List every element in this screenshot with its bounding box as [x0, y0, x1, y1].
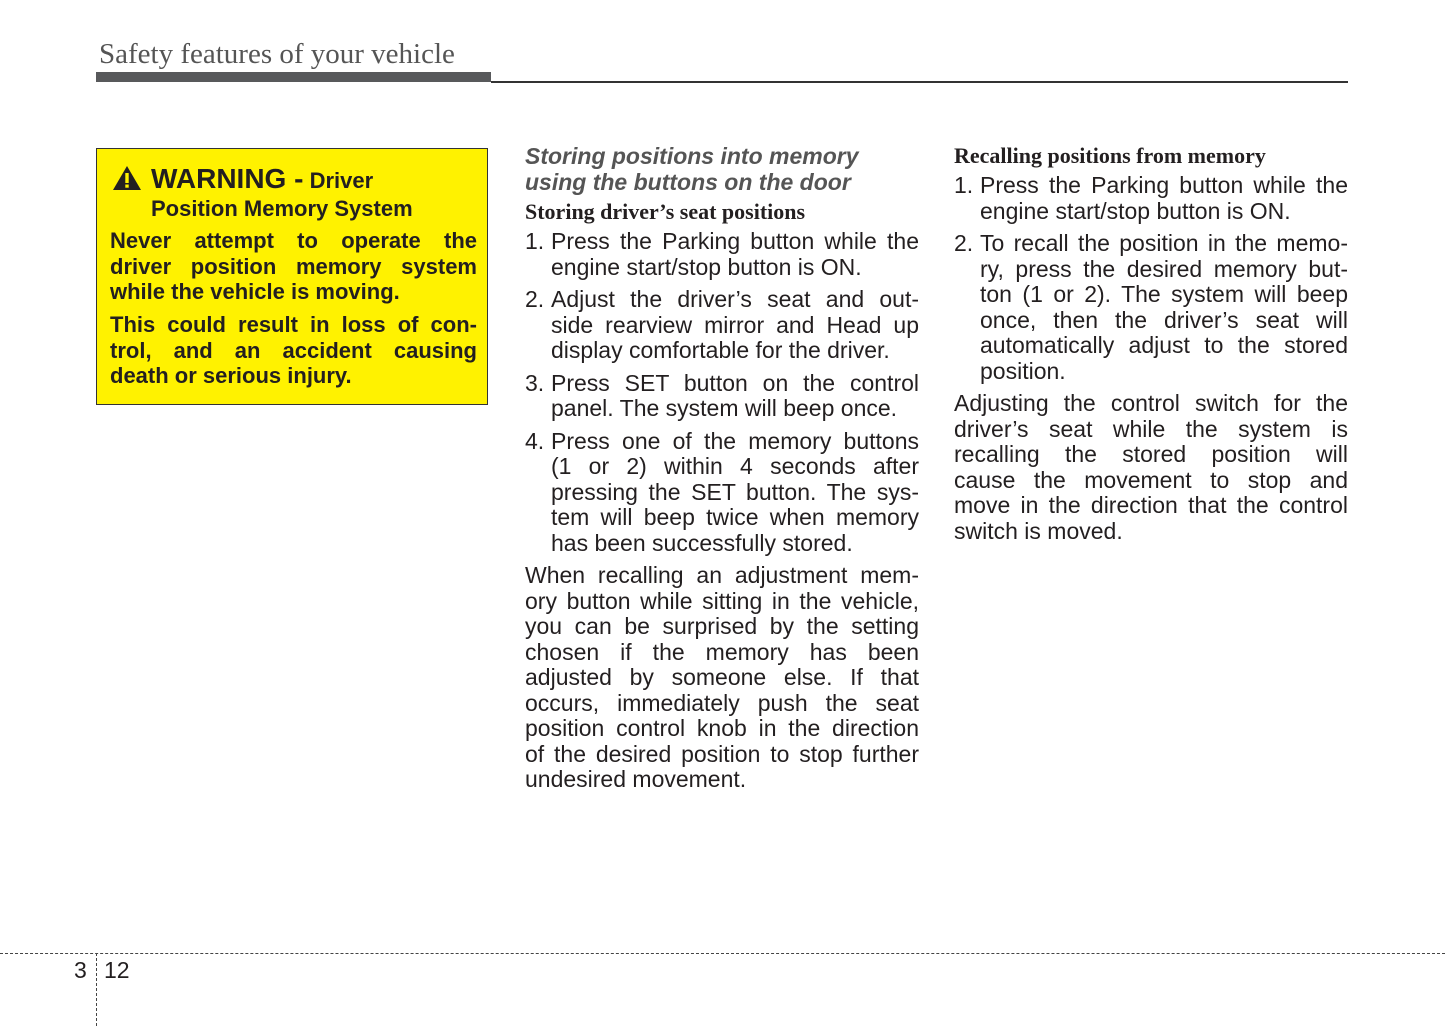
text-line: display comfortable for the driver.: [551, 337, 890, 363]
text-line: position.: [980, 357, 1066, 384]
list-item: [525, 229, 919, 280]
subtitle-line: using the buttons on the door: [525, 168, 851, 195]
warning-title-line2: Position Memory System: [151, 196, 413, 221]
column-storing: [525, 143, 919, 800]
text-line: death or serious injury.: [110, 363, 352, 388]
text-line: (1 or 2) within 4 seconds after: [551, 453, 919, 479]
text-line: Press SET button on the control: [551, 369, 919, 396]
text-line: Adjusting the control switch for the: [954, 390, 1348, 416]
text-line: ton (1 or 2). The system will beep: [980, 281, 1348, 307]
section-heading: Storing driver’s seat positions: [525, 199, 806, 224]
list-number: 1.: [525, 228, 545, 254]
list-item: [954, 173, 1348, 224]
list-number: 4.: [525, 427, 545, 454]
paragraph: [954, 391, 1348, 544]
list-number: 2.: [525, 286, 545, 312]
text-line: engine start/stop button is ON.: [551, 253, 862, 280]
list-number: 3.: [525, 369, 545, 396]
text-line: When recalling an adjustment mem-: [525, 562, 919, 588]
text-line: you can be surprised by the setting: [525, 613, 919, 639]
text-line: adjusted by someone else. If that: [525, 664, 919, 690]
text-line: recalling the stored position will: [954, 441, 1348, 467]
text-line: Press the Parking button while the: [980, 172, 1348, 198]
warning-paragraph: [110, 228, 477, 305]
section-heading: Recalling positions from memory: [954, 143, 1266, 168]
text-line: Press one of the memory buttons: [551, 427, 919, 454]
warning-paragraph: [110, 312, 477, 389]
text-line: once, then the driver’s seat will: [980, 306, 1348, 333]
list-item: [525, 371, 919, 422]
header-bar: [96, 72, 491, 82]
text-line: driver’s seat while the system is: [954, 415, 1348, 442]
warning-triangle-icon: [112, 165, 142, 191]
text-line: trol, and an accident causing: [110, 337, 477, 363]
text-line: cause the movement to stop and: [954, 466, 1348, 493]
list-item: [525, 429, 919, 557]
header-rule: [491, 81, 1348, 83]
text-line: automatically adjust to the stored: [980, 332, 1348, 358]
warning-title: [151, 165, 413, 223]
chapter-number: 3: [74, 957, 87, 983]
text-line: move in the direction that the control: [954, 492, 1348, 518]
text-line: Never attempt to operate the: [110, 228, 477, 253]
text-line: panel. The system will beep once.: [551, 395, 898, 421]
text-line: undesired movement.: [525, 766, 747, 792]
list-item: [525, 287, 919, 364]
text-line: ry, press the desired memory but-: [980, 255, 1348, 282]
text-line: switch is moved.: [954, 517, 1123, 544]
subtitle: [525, 143, 919, 194]
text-line: Press the Parking button while the: [551, 228, 919, 254]
warning-box: [96, 148, 488, 405]
warning-label: WARNING -: [151, 163, 304, 194]
text-line: chosen if the memory has been: [525, 638, 919, 665]
text-line: driver position memory system: [110, 253, 477, 279]
list-number: 1.: [954, 172, 974, 198]
column-recalling: [954, 143, 1348, 551]
text-line: pressing the SET button. The sys-: [551, 478, 919, 505]
text-line: of the desired position to stop further: [525, 740, 919, 767]
text-line: position control knob in the direction: [525, 715, 919, 741]
section-title: Safety features of your vehicle: [99, 38, 455, 70]
text-line: Adjust the driver’s seat and out-: [551, 286, 919, 312]
list-item: [954, 231, 1348, 384]
text-line: occurs, immediately push the seat: [525, 689, 919, 716]
text-line: To recall the position in the memo-: [980, 230, 1348, 256]
text-line: side rearview mirror and Head up: [551, 311, 919, 338]
footer-rule: [0, 953, 1445, 954]
list-number: 2.: [954, 230, 974, 256]
text-line: engine start/stop button is ON.: [980, 197, 1291, 224]
text-line: This could result in loss of con-: [110, 312, 477, 337]
paragraph: [525, 563, 919, 793]
warning-title-text: Driver: [309, 168, 374, 193]
subtitle-line: Storing positions into memory: [525, 143, 859, 169]
text-line: ory button while sitting in the vehicle,: [525, 587, 919, 614]
footer-divider: [96, 953, 97, 1026]
text-line: tem will beep twice when memory: [551, 504, 919, 530]
text-line: has been successfully stored.: [551, 529, 853, 556]
text-line: while the vehicle is moving.: [110, 279, 400, 304]
page-number: 12: [104, 957, 130, 983]
